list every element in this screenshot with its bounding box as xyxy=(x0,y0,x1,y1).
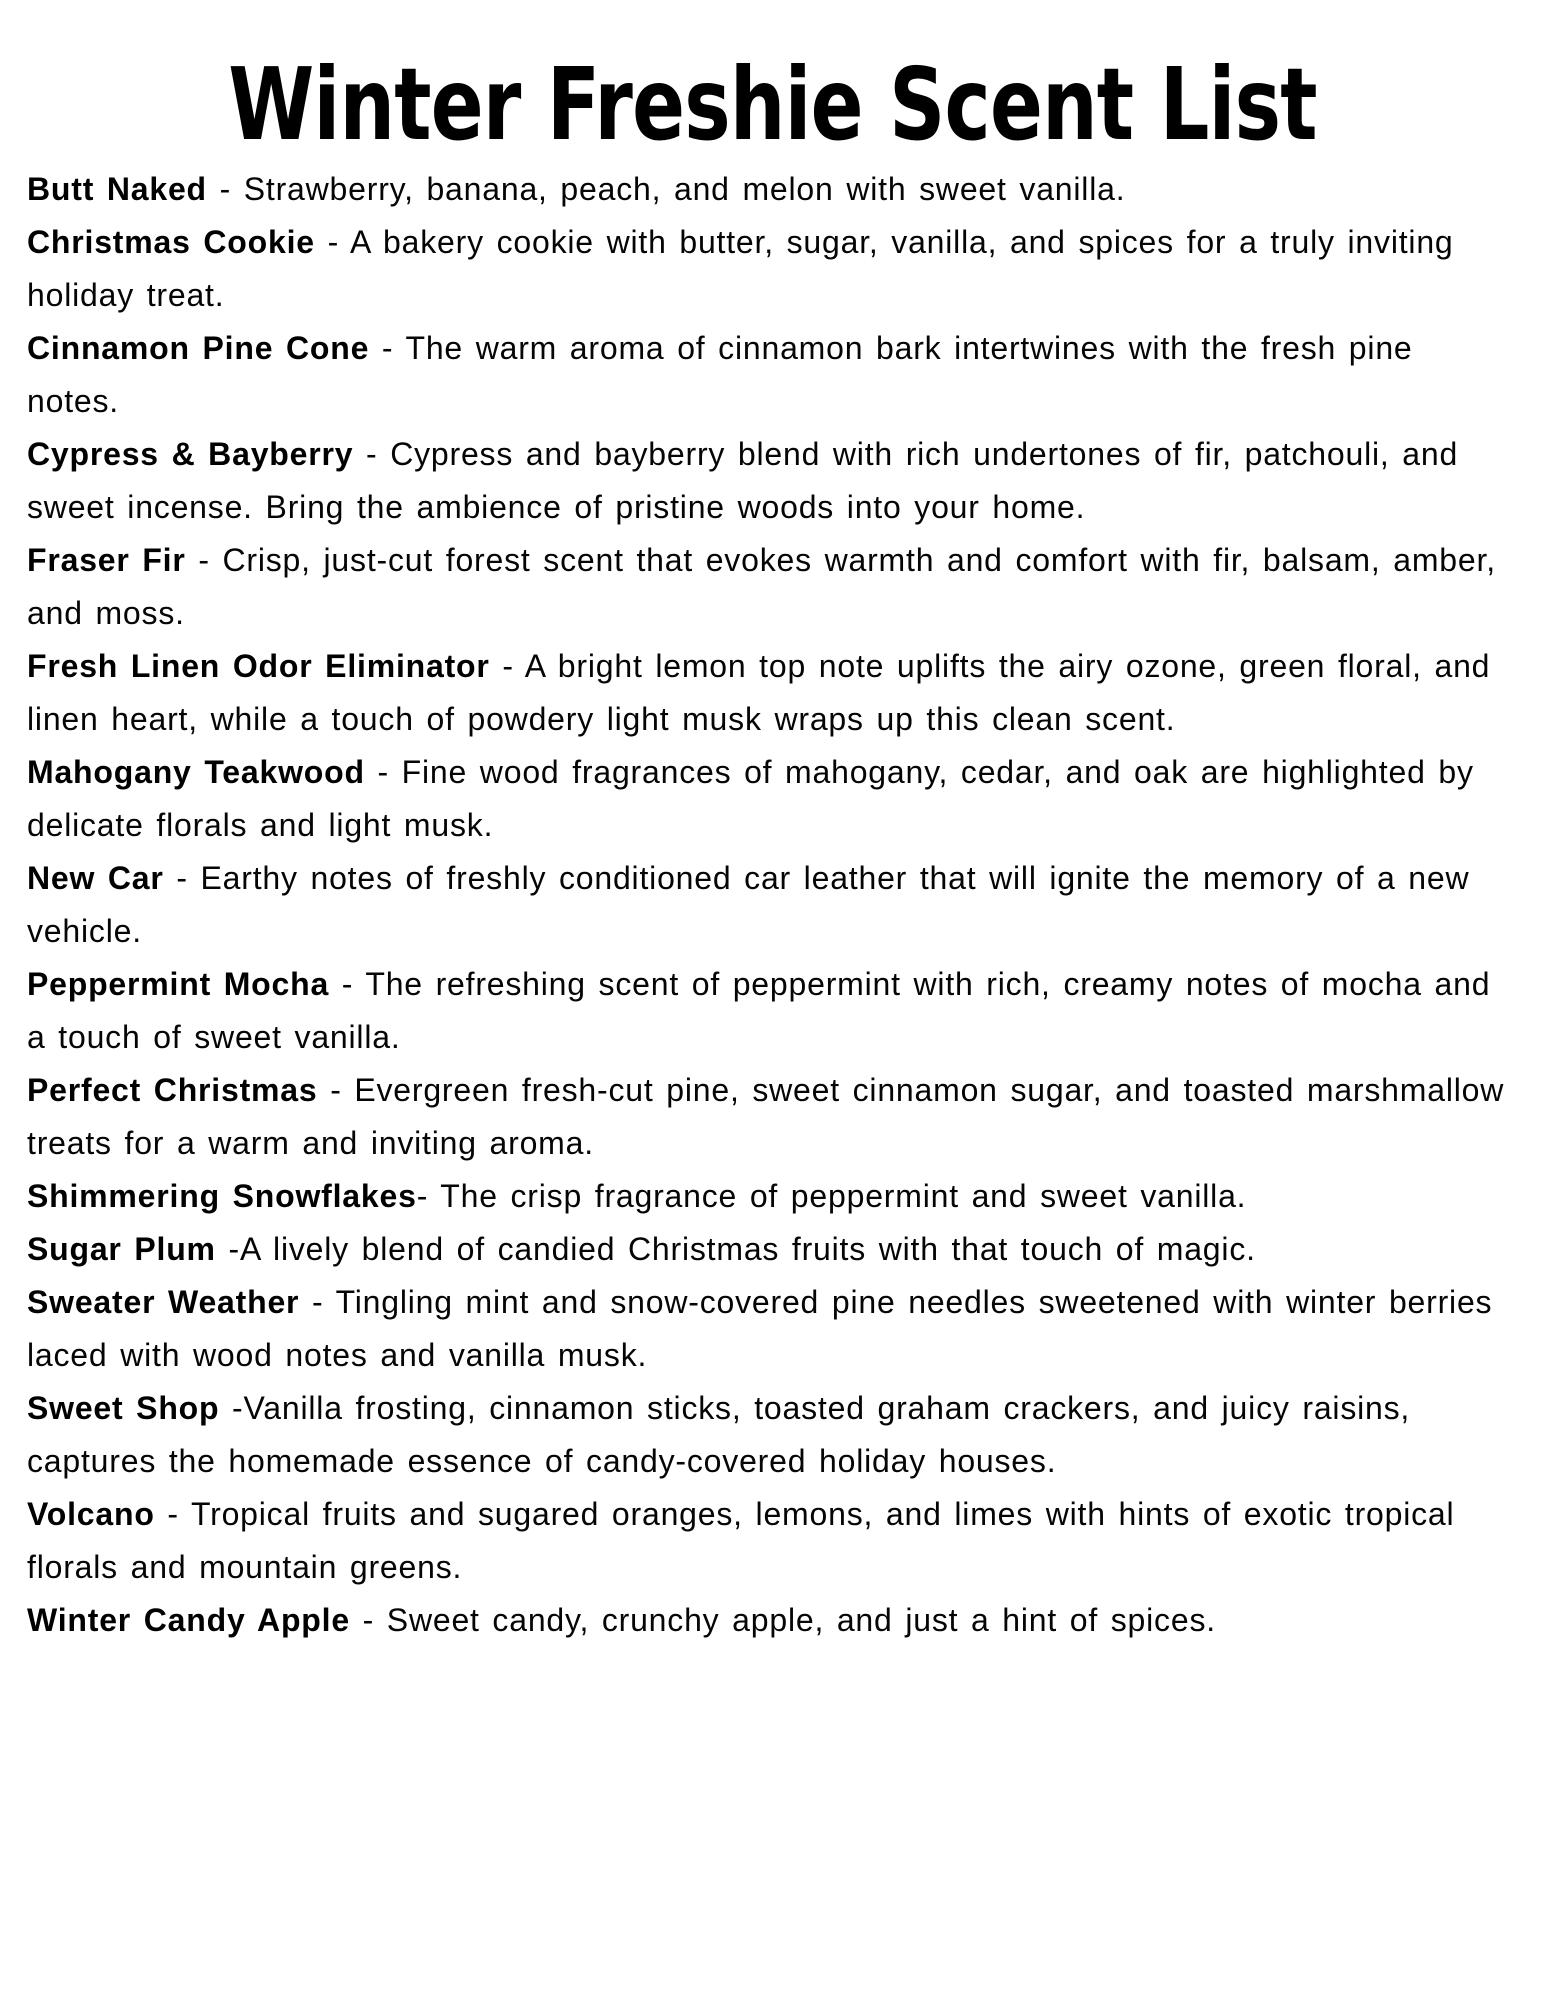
scent-entry xyxy=(27,958,1515,1064)
scent-entry xyxy=(27,1064,1515,1170)
scent-separator: - xyxy=(185,542,223,578)
scent-description: Evergreen fresh-cut pine, sweet cinnamon sugar, and toasted marshmallow treats for a warm and inviting aroma. xyxy=(27,1072,1517,1161)
scent-separator: - xyxy=(154,1496,191,1532)
scent-entry xyxy=(27,1223,1515,1276)
scent-name: Cinnamon Pine Cone xyxy=(27,330,370,366)
scent-entry xyxy=(27,1170,1515,1223)
scent-description: Fine wood fragrances of mahogany, cedar, and oak are highlighted by delicate florals and light musk. xyxy=(27,754,1487,843)
scent-description: The warm aroma of cinnamon bark intertwines with the fresh pine notes. xyxy=(27,330,1426,419)
scent-separator: - xyxy=(489,648,525,684)
scent-name: Sugar Plum xyxy=(27,1231,216,1267)
scent-description: Earthy notes of freshly conditioned car leather that will ignite the memory of a new vehicle. xyxy=(27,860,1483,949)
scent-entry xyxy=(27,746,1515,852)
scent-separator: - xyxy=(369,330,406,366)
scent-description: The crisp fragrance of peppermint and sweet vanilla. xyxy=(440,1178,1247,1214)
scent-name: Fraser Fir xyxy=(27,542,186,578)
scent-separator: - xyxy=(364,754,402,790)
scent-description: Crisp, just-cut forest scent that evokes warmth and comfort with fir, balsam, amber, and moss. xyxy=(27,542,1509,631)
scent-entry xyxy=(27,852,1515,958)
scent-description: Tropical fruits and sugared oranges, lemons, and limes with hints of exotic tropical florals and mountain greens. xyxy=(27,1496,1468,1585)
scent-separator: - xyxy=(353,436,391,472)
scent-name: Shimmering Snowflakes xyxy=(27,1178,417,1214)
scent-name: Perfect Christmas xyxy=(27,1072,318,1108)
scent-entry xyxy=(27,640,1515,746)
scent-name: Volcano xyxy=(27,1496,155,1532)
scent-separator: - xyxy=(206,171,244,207)
scent-separator: - xyxy=(317,1072,355,1108)
scent-description: A bakery cookie with butter, sugar, vanilla, and spices for a truly inviting holiday treat. xyxy=(27,224,1467,313)
scent-description: Tingling mint and snow-covered pine needles sweetened with winter berries laced with wood notes and vanilla musk. xyxy=(27,1284,1506,1373)
scent-entry xyxy=(27,1382,1515,1488)
scent-separator: - xyxy=(215,1231,240,1267)
scent-description: A lively blend of candied Christmas fruits with that touch of magic. xyxy=(239,1231,1256,1267)
scent-name: Christmas Cookie xyxy=(27,224,315,260)
scent-description: Cypress and bayberry blend with rich undertones of fir, patchouli, and sweet incense. Bring the ambience of pristine woods into your home. xyxy=(27,436,1471,525)
scent-description: Strawberry, banana, peach, and melon with sweet vanilla. xyxy=(243,171,1126,207)
scent-name: New Car xyxy=(27,860,164,896)
scent-name: Sweet Shop xyxy=(27,1390,220,1426)
scent-entry xyxy=(27,1488,1515,1594)
scent-separator: - xyxy=(314,224,350,260)
scent-entry xyxy=(27,534,1515,640)
scent-separator: - xyxy=(163,860,201,896)
scent-entry xyxy=(27,1594,1515,1647)
scent-name: Winter Candy Apple xyxy=(27,1602,350,1638)
scent-name: Peppermint Mocha xyxy=(27,966,330,1002)
scent-entry xyxy=(27,163,1515,216)
scent-description: Vanilla frosting, cinnamon sticks, toasted graham crackers, and juicy raisins, captures the homemade essence of candy-covered holiday houses. xyxy=(27,1390,1423,1479)
scent-separator: - xyxy=(299,1284,336,1320)
scent-separator: - xyxy=(219,1390,244,1426)
scent-entry xyxy=(27,428,1515,534)
scent-name: Cypress & Bayberry xyxy=(27,436,354,472)
scent-entry xyxy=(27,216,1515,322)
scent-name: Sweater Weather xyxy=(27,1284,300,1320)
scent-list xyxy=(0,163,1545,1647)
scent-description: A bright lemon top note uplifts the airy ozone, green floral, and linen heart, while a touch of powdery light musk wraps up this clean scent. xyxy=(27,648,1503,737)
scent-name: Mahogany Teakwood xyxy=(27,754,365,790)
scent-separator: - xyxy=(329,966,366,1002)
scent-name: Fresh Linen Odor Eliminator xyxy=(27,648,490,684)
scent-description: The refreshing scent of peppermint with rich, creamy notes of mocha and a touch of sweet vanilla. xyxy=(27,966,1504,1055)
page-title: Winter Freshie Scent List xyxy=(228,46,1317,163)
scent-description: Sweet candy, crunchy apple, and just a hint of spices. xyxy=(386,1602,1216,1638)
scent-name: Butt Naked xyxy=(27,171,207,207)
scent-entry xyxy=(27,322,1515,428)
scent-entry xyxy=(27,1276,1515,1382)
scent-separator: - xyxy=(416,1178,441,1214)
scent-separator: - xyxy=(349,1602,387,1638)
